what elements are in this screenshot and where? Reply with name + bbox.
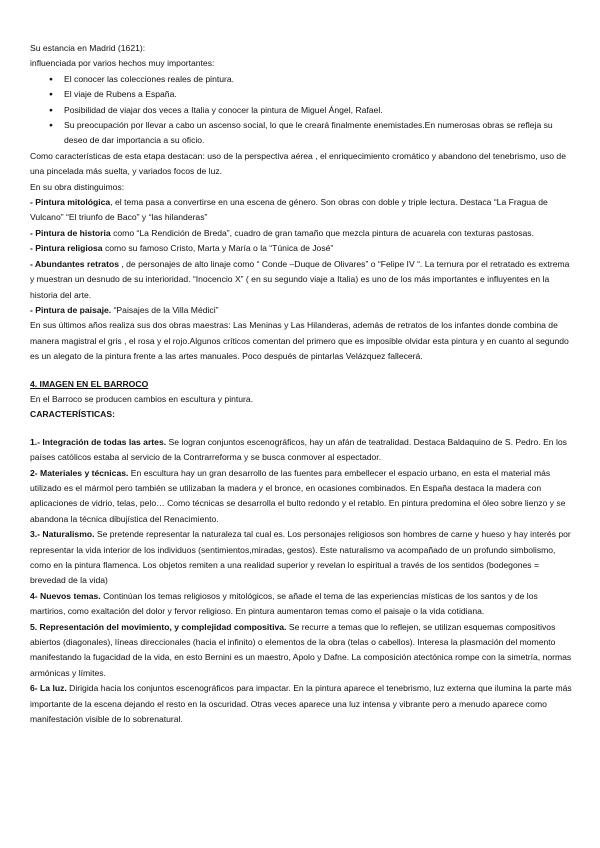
characteristic-label: 3.- Naturalismo. (30, 529, 95, 540)
genre-paragraph (30, 195, 575, 226)
list-item: ● El conocer las colecciones reales de pintura. (30, 72, 575, 87)
characteristic-text: En escultura hay un gran desarrollo de las fuentes para embellecer el espacio urbano, en esta el material más utilizado es el mármol pero también se utilizaban la madera y el bronce, en ocasiones combinados. En España destaca la madera con aplicaciones de vidrio, telas, pelo… Como técnicas se desarrolla el bulto redondo y el retablo. En pintura predomina el óleo sobre lienzo y se abandona la técnica dibujística del Renacimiento. (30, 467, 566, 524)
genre-text: , el tema pasa a convertirse en una escena de género. Son obras con doble y triple lectura. Destaca “La Fragua de Vulcano” “El triunfo de Baco” y “las hilanderas” (30, 197, 548, 223)
characteristic-paragraph (30, 620, 575, 682)
characteristic-paragraph (30, 527, 575, 589)
distinguish-line: En su obra distinguimos: (30, 181, 125, 192)
genre-label: - Pintura de historia (30, 227, 111, 238)
section-intro: En el Barroco se producen cambios en escultura y pintura. (30, 393, 254, 404)
list-item: ● El viaje de Rubens a España. (30, 87, 575, 102)
characteristic-text: Se logran conjuntos escenográficos, hay un afán de teatralidad. Destaca Baldaquino de S. Pedro. En los países católicos estaba al servicio de la Contrarreforma y se busca conmover al espectador. (30, 436, 567, 463)
characteristic-label: 4- Nuevos temas. (30, 590, 101, 601)
characteristic-text: Dirigida hacia los conjuntos escenográficos para impactar. En la pintura aparece el tenebrismo, luz externa que ilumina la parte más importante de la escena dejando el resto en la oscuridad. Otras veces aparece una luz intensa y vibrante pero a menudo aparece como manifestación visible de lo sobrenatural. (30, 683, 572, 725)
genre-label: - Pintura mitológica (30, 197, 111, 208)
characteristic-paragraph (30, 466, 575, 528)
characteristic-text: Se recurre a temas que lo reflejen, se utilizan esquemas compositivos abiertos (diagonales), líneas direccionales (hacia el infinito) o elementos de la obra (telas o cabellos). Interesa la plasmación del momento manifestando la fugacidad de la vida, en esto Bernini es un maestro, Apolo y Dafne. La composición atectónica rompe con la simetría, normas armónicas y límites. (30, 621, 572, 678)
stage-characteristics: Como características de esta etapa destacan: uso de la perspectiva aérea , el enriquecimiento cromático y abandono del tenebrismo, uso de una pincelada más suelta, y variados focos de luz. (30, 150, 566, 177)
genre-text: “Paisajes de la Villa Médici” (111, 304, 219, 315)
genre-paragraph (30, 303, 575, 318)
characteristic-text: Continúan los temas religiosos y mitológicos, se añade el tema de las experiencias místicas de los santos y de los martirios, como exaltación del dolor y fervor religioso. En pintura aumentaron temas como el paisaje o la vida cotidiana. (30, 590, 538, 617)
characteristic-label: 5. Representación del movimiento, y complejidad compositiva. (30, 621, 287, 632)
genre-text: como su famoso Cristo, Marta y María o la “Túnica de José” (102, 243, 334, 254)
characteristic-paragraph (30, 589, 575, 620)
influences-line: influenciada por varios hechos muy importantes: (30, 58, 215, 69)
characteristic-paragraph (30, 435, 575, 466)
genre-label: - Pintura de paisaje. (30, 304, 112, 315)
influences-list (30, 72, 575, 149)
spacer (30, 423, 575, 435)
genre-label: - Abundantes retratos (30, 258, 119, 269)
genre-label: - Pintura religiosa (30, 243, 103, 254)
list-item: ● Su preocupación por llevar a cabo un ascenso social, lo que le creará finalmente enemistades.En numerosas obras se refleja su deseo de dar importancia a su oficio. (30, 118, 575, 149)
characteristic-paragraph (30, 681, 575, 727)
list-item: ● Posibilidad de viajar dos veces a Italia y conocer la pintura de Miguel Ángel, Rafael. (30, 103, 575, 118)
characteristic-label: 1.- Integración de todas las artes. (30, 436, 167, 447)
genre-paragraph (30, 241, 575, 256)
genre-text: como “La Rendición de Breda”, cuadro de gran tamaño que mezcla pintura de acuarela con texturas pastosas. (110, 227, 534, 238)
genre-text: , de personajes de alto linaje como “ Conde –Duque de Olivares” o “Felipe IV “. La ternura por el retratado es extrema y muestran un desnudo de su interioridad. “Inocencio X” ( en su segundo viaje a Italia) es uno de los más importantes e influyentes en la historia del arte. (30, 258, 570, 300)
section-heading: 4. IMAGEN EN EL BARROCO (30, 378, 149, 389)
spacer (30, 365, 575, 377)
genre-paragraph (30, 226, 575, 241)
madrid-stay-line: Su estancia en Madrid (1621): (30, 43, 146, 53)
document-content (30, 41, 575, 727)
last-years-paragraph: En sus últimos años realiza sus dos obras maestras: Las Meninas y Las Hilanderas, además de retratos de los infantes donde combina de manera magistral el gris , el rosa y el rojo.Algunos críticos comentan del primero que es imposible olvidar esta pintura y en cuanto al segundo es un alegato de la pintura frente a las artes manuales. Poco después de pintarlas Velázquez fallecerá. (30, 320, 569, 362)
genre-paragraph (30, 257, 575, 303)
characteristic-text: Se pretende representar la naturaleza tal cual es. Los personajes religiosos son hombres de carne y hueso y hay interés por representar la vida interior de los individuos (sentimientos,miradas, gestos). Este naturalismo va acompañado de un profundo simbolismo, como en la pintura flamenca. Los objetos remiten a una realidad superior y revelan lo espiritual a través de los sentidos (bodegones = brevedad de la vida) (30, 529, 571, 586)
characteristic-label: 2- Materiales y técnicas. (30, 467, 129, 478)
characteristic-label: 6- La luz. (30, 683, 67, 694)
characteristics-heading: CARACTERÍSTICAS: (30, 409, 115, 420)
